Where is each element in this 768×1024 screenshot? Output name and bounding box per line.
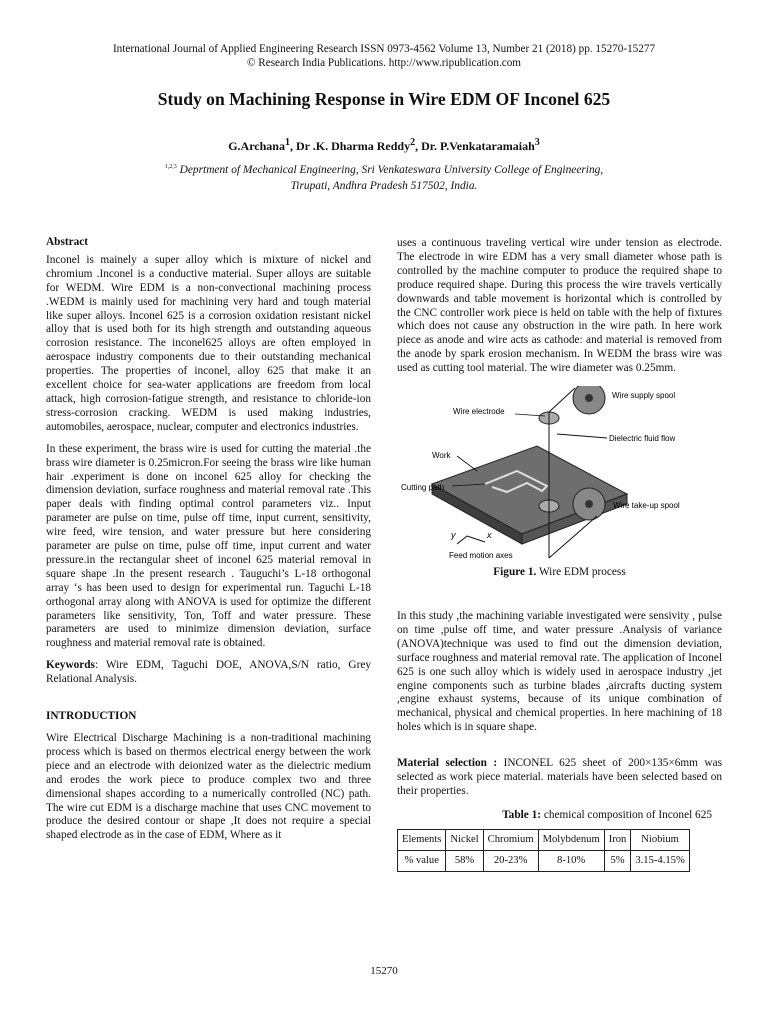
table-row: [398, 850, 690, 871]
feed-axes-label: Feed motion axes: [449, 551, 513, 561]
author-1-sup: 1: [284, 137, 290, 148]
right-column: [397, 237, 722, 872]
material-selection: [397, 757, 722, 799]
journal-line-2: © Research India Publications. http://www.ripublication.com: [246, 57, 522, 69]
author-3: , Dr. P.Venkataramaiah: [415, 139, 535, 153]
wire-edm-figure: [397, 386, 722, 566]
page-number: 15270: [370, 965, 398, 977]
affiliation: [0, 159, 768, 194]
paper-title: Study on Machining Response in Wire EDM OF Inconel 625: [157, 89, 611, 109]
wire-electrode-label: Wire electrode: [453, 407, 505, 417]
cutting-path-label: Cutting path: [401, 483, 445, 493]
journal-line-1: International Journal of Applied Engineering Research ISSN 0973-4562 Volume 13, Number 21 (2018) pp. 15270-15277: [112, 43, 656, 55]
table-caption: [397, 809, 712, 823]
table-caption-label: Table 1:: [502, 808, 542, 821]
supply-spool-hub: [585, 394, 593, 402]
left-column: [46, 236, 371, 851]
table-cell: 3.15-4.15%: [631, 850, 689, 871]
table-header-cell: Niobium: [631, 829, 689, 850]
affiliation-line-2: Tirupati, Andhra Pradesh 517502, India.: [290, 179, 478, 192]
abstract-paragraph-1: Inconel is mainely a super alloy which is mixture of nickel and chromium .Inconel is a conductive material. Super alloys are suitable for WEDM. Wire EDM is a non-convectional machining process .WEDM is mainly used for machining very hard and tough material like super alloys. Inconel 625 is a corrosion oxidation resistant nickel alloy that is used both for its high strength and outstanding aqueous corrosion resistance. The inconel625 alloys are often employed in aerospace industry components due to their outstanding mechanical properties. The properties of inconel, alloy 625 that make it an excellent choice for sea-water applications are freedom from local attack, high corrosion-fatigue strength, and resistance to chloride-ion stress-corrosion cracking. WEDM is used making industries, automobiles, aerospace, nuclear, computer and electronics industries.: [46, 253, 371, 433]
y-axis-label: y: [451, 530, 456, 541]
keywords-label: Keywords: [46, 659, 95, 672]
wire-edm-diagram: [397, 386, 722, 566]
keywords-text: : Wire EDM, Taguchi DOE, ANOVA,S/N ratio, Grey Relational Analysis.: [46, 659, 371, 686]
table-header-cell: Molybdenum: [538, 829, 604, 850]
table-cell: 20-23%: [483, 850, 538, 871]
work-label: Work: [432, 451, 451, 461]
table-cell: 58%: [446, 850, 483, 871]
table-header-cell: Nickel: [446, 829, 483, 850]
wire-to-supply: [549, 388, 575, 412]
journal-header: [0, 42, 768, 70]
introduction-paragraph-1: Wire Electrical Discharge Machining is a non-traditional machining process which is based on thermos electrical energy between the work piece and an electrode with deionized water as the dielectric medium and erodes the work piece to produce complex two and three dimensional shapes according to a numerically controlled (NC) path. The wire cut EDM is a discharge machine that uses CNC movement to produce the desired contour or shape ,It does not require a special shaped electrode as in the case of EDM, Where as it: [46, 732, 371, 842]
keywords: [46, 659, 371, 687]
table-cell: 5%: [604, 850, 631, 871]
figure-caption-label: Figure 1.: [493, 566, 537, 579]
x-axis-arrow: [467, 536, 485, 542]
author-list: [0, 137, 768, 154]
table-cell: 8-10%: [538, 850, 604, 871]
abstract-paragraph-2: In these experiment, the brass wire is used for cutting the material .the brass wire diameter is 0.25micron.For seeing the brass wire like human hair .experiment is done on inconel 625 alloy for checking the dimension deviation, surface roughness and material removal rate .This paper deals with finding optimal control parameters viz.. Input parameter are pulse on time, pulse off time, input current, sensitivity, wire feed, wire tension, and water pressure but here considering parameter are pulse on time, pulse off time, input current and water pressure.in the rectangular sheet of inconel 625 material removal in square shape .In the present research . Tauguchi’s L-18 orthogonal array ‘s has been used to design for experimental run. Taguchi L-18 orthogonal array along with ANOVA is used for optimize the different parameters like sensitivity, Ton, Toff and water pressure. These parameters are used to minimize dimension deviation, surface roughness and material removal rate is obtained.: [46, 442, 371, 650]
take-up-spool-hub: [585, 500, 593, 508]
y-axis-arrow: [457, 536, 467, 544]
author-3-sup: 3: [534, 137, 540, 148]
table-header-cell: Iron: [604, 829, 631, 850]
introduction-heading: INTRODUCTION: [46, 710, 137, 723]
work-pointer: [457, 456, 477, 471]
table-cell: % value: [398, 850, 446, 871]
dielectric-label: Dielectric fluid flow: [609, 434, 676, 444]
table-caption-text: chemical composition of Inconel 625: [541, 808, 712, 821]
introduction-paragraph-2: uses a continuous traveling vertical wire under tension as electrode. The electrode in wire EDM has a very small diameter whose path is controlled by the machine computer to produce the required shape to produce required shape. During this process the wire travels vertically downwards and table movement is horizontal which is controlled by the CNC controller work piece is held on table with the help of fixtures which does not cause any obstruction in the wire path. In here work piece as anode and wire acts as cathode: and material is removed from the anode by spark erosion mechanism. In WEDM the brass wire was used as cutting tool material. The wire diameter was 0.25mm.: [397, 237, 722, 375]
x-axis-label: x: [487, 530, 492, 541]
table-header-cell: Elements: [398, 829, 446, 850]
material-selection-text: INCONEL 625 sheet of 200×135×6mm was selected as work piece material. materials have been selected based on their properties.: [397, 757, 722, 797]
abstract-heading: Abstract: [46, 236, 89, 248]
composition-table: [397, 829, 690, 872]
figure-caption-text: Wire EDM process: [536, 566, 626, 579]
study-paragraph: In this study ,the machining variable investigated were sensivity , pulse on time ,pulse off time, and water pressure .Analysis of variance (ANOVA)technique was used to find out the dimension deviation, surface roughness and material removal rate. The application of Inconel 625 is one such alloy which is widely used in aerospace industry ,jet engine components such as turbine blades ,aircrafts ducting system ,engine exhaust systems, because of its unique combination of mechanical, physical and chemical properties. In here machining of 18 holes which is in square shape.: [397, 609, 722, 734]
take-up-label: Wire take-up spool: [613, 501, 680, 511]
author-2-sup: 2: [410, 137, 416, 148]
dielectric-pointer: [557, 434, 607, 438]
affiliation-line-1: Deprtment of Mechanical Engineering, Sri Venkateswara University College of Engineering,: [176, 163, 604, 176]
author-2: , Dr .K. Dharma Reddy: [289, 139, 411, 153]
wire-supply-label: Wire supply spool: [612, 391, 676, 401]
figure-caption: [397, 566, 722, 580]
material-selection-label: Material selection :: [397, 757, 504, 770]
author-1: G.Archana: [228, 139, 285, 153]
table-header-cell: Chromium: [483, 829, 538, 850]
affiliation-sup: 1,2,3: [164, 164, 177, 170]
table-header-row: [398, 829, 690, 850]
